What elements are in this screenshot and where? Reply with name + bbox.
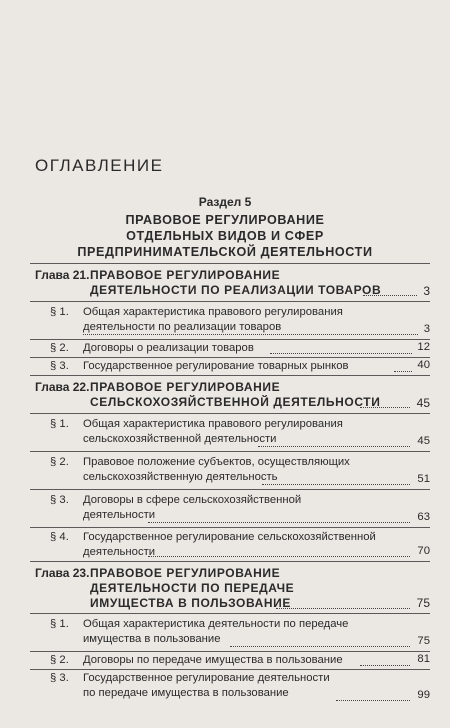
entry-line: имущества в пользование [83,633,221,645]
divider [30,651,430,652]
chapter-title-line: ДЕЯТЕЛЬНОСТИ ПО РЕАЛИЗАЦИИ ТОВАРОВ [90,283,382,297]
section-title [0,212,450,260]
entry-line: деятельности [83,509,156,521]
entry-text [83,359,383,374]
chapter-title-line: ПРАВОВОЕ РЕГУЛИРОВАНИЕ [90,268,281,282]
divider [30,357,430,358]
chapter-title [90,380,385,410]
page-number: 12 [417,341,430,353]
paragraph-number: § 2. [50,456,69,468]
dot-leader [270,353,412,354]
entry-text [83,671,383,701]
paragraph-number: § 1. [50,418,69,430]
dot-leader [262,484,410,485]
page-number: 75 [417,635,430,647]
divider [30,375,430,376]
entry-line: Договоры в сфере сельскохозяйственной [83,494,302,506]
paragraph-number: § 3. [50,360,69,372]
page-number: 40 [417,359,430,371]
entry-text [83,455,383,485]
entry-line: Общая характеристика правового регулирования [83,306,343,318]
entry-text [83,417,383,447]
chapter-label: Глава 23. [35,566,90,580]
page-number: 45 [417,435,430,447]
entry-line: по передаче имущества в пользование [83,687,289,699]
chapter-label: Глава 22. [35,380,90,394]
entry-text [83,493,383,523]
divider [30,263,430,264]
entry-text [83,617,383,647]
chapter-title [90,268,385,298]
dot-leader [258,446,410,447]
chapter-title-line: ПРАВОВОЕ РЕГУЛИРОВАНИЕ [90,566,281,580]
entry-line: деятельности по реализации товаров [83,321,282,333]
dot-leader [336,700,410,701]
divider [30,413,430,414]
chapter-title-line: СЕЛЬСКОХОЗЯЙСТВЕННОЙ ДЕЯТЕЛЬНОСТИ [90,395,381,409]
chapter-title-line: ДЕЯТЕЛЬНОСТИ ПО ПЕРЕДАЧЕ [90,581,295,595]
divider [30,527,430,528]
entry-line: деятельности [83,546,156,558]
paragraph-number: § 1. [50,306,69,318]
dot-leader [83,334,418,335]
dot-leader [148,556,410,557]
dot-leader [148,522,410,523]
page-number: 51 [417,473,430,485]
divider [30,561,430,562]
page-number: 3 [423,284,430,298]
entry-line: Государственное регулирование деятельности [83,672,330,684]
chapter-title-line: ПРАВОВОЕ РЕГУЛИРОВАНИЕ [90,380,281,394]
divider [30,613,430,614]
dot-leader [394,371,412,372]
paragraph-number: § 3. [50,672,69,684]
entry-line: сельскохозяйственную деятельность [83,471,278,483]
entry-text [83,305,383,335]
entry-line: Правовое положение субъектов, осуществляющих [83,456,350,468]
toc-title: ОГЛАВЛЕНИЕ [35,156,164,175]
divider [30,339,430,340]
chapter-title [90,566,385,611]
page-number: 3 [423,323,430,335]
chapter-title-line: ИМУЩЕСТВА В ПОЛЬЗОВАНИЕ [90,596,292,610]
paragraph-number: § 3. [50,494,69,506]
page-number: 45 [416,396,430,410]
dot-leader [360,665,410,666]
page-number: 99 [417,689,430,701]
entry-text [83,653,383,668]
entry-line: Государственное регулирование товарных рынков [83,360,349,372]
paragraph-number: § 4. [50,531,69,543]
divider [30,301,430,302]
page-number: 75 [416,596,430,610]
paragraph-number: § 1. [50,618,69,630]
paragraph-number: § 2. [50,654,69,666]
entry-line: Государственное регулирование сельскохозяйственной [83,531,376,543]
entry-line: Общая характеристика деятельности по передаче [83,618,349,630]
page-number: 70 [417,545,430,557]
paragraph-number: § 2. [50,342,69,354]
entry-line: Общая характеристика правового регулирования [83,418,343,430]
chapter-label: Глава 21. [35,268,90,282]
section-title-line: ПРАВОВОЕ РЕГУЛИРОВАНИЕ [125,213,325,227]
entry-line: Договоры по передаче имущества в пользование [83,654,343,666]
entry-line: сельскохозяйственной деятельности [83,433,277,445]
dot-leader [230,646,410,647]
page-number: 81 [417,653,430,665]
dot-leader [276,608,410,609]
section-title-line: ПРЕДПРИНИМАТЕЛЬСКОЙ ДЕЯТЕЛЬНОСТИ [77,245,373,259]
divider [30,669,430,670]
divider [30,451,430,452]
page-number: 63 [417,511,430,523]
entry-line: Договоры о реализации товаров [83,342,254,354]
section-title-line: ОТДЕЛЬНЫХ ВИДОВ И СФЕР [126,229,324,243]
divider [30,489,430,490]
section-number: Раздел 5 [198,195,252,209]
